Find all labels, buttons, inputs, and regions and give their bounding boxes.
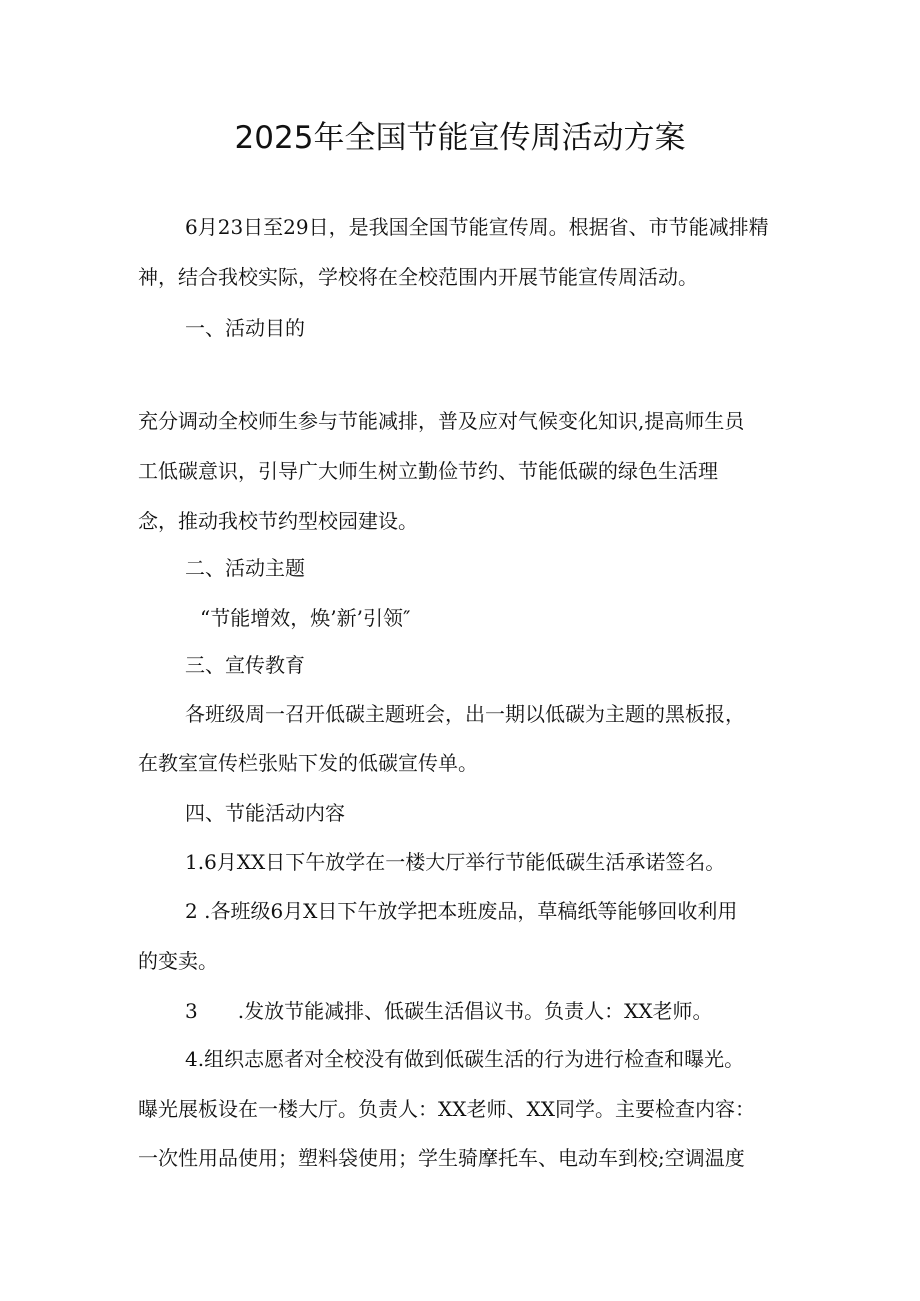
section3-line-1: 各班级周一召开低碳主题班会，出一期以低碳为主题的黑板报， <box>185 702 745 726</box>
activity-item-2-line-2: 的变卖。 <box>138 949 218 973</box>
section1-line-1: 充分调动全校师生参与节能减排，普及应对气候变化知识,提高师生员 <box>138 409 745 433</box>
document-title: 2025年全国节能宣传周活动方案 <box>234 120 686 156</box>
activity-item-4-line-1: 4.组织志愿者对全校没有做到低碳生活的行为进行检查和曝光。 <box>185 1047 745 1071</box>
section1-line-2: 工低碳意识，引导广大师生树立勤俭节约、节能低碳的绿色生活理 <box>138 459 718 483</box>
section4-heading: 四、节能活动内容 <box>185 801 345 825</box>
intro-line-1: 6月23日至29日，是我国全国节能宣传周。根据省、市节能减排精 <box>185 215 769 239</box>
section3-line-2: 在教室宣传栏张贴下发的低碳宣传单。 <box>138 751 478 775</box>
activity-item-2-line-1: 2 .各班级6月X日下午放学把本班废品，草稿纸等能够回收利用 <box>185 899 738 923</box>
intro-line-2: 神，结合我校实际，学校将在全校范围内开展节能宣传周活动。 <box>138 265 698 289</box>
section1-line-3: 念，推动我校节约型校园建设。 <box>138 509 418 533</box>
activity-item-4-line-2: 曝光展板设在一楼大厅。负责人：XX老师、XX同学。主要检查内容： <box>138 1097 755 1121</box>
section3-heading: 三、宣传教育 <box>185 653 305 677</box>
section2-heading: 二、活动主题 <box>185 556 305 580</box>
activity-item-1: 1.6月XX日下午放学在一楼大厅举行节能低碳生活承诺签名。 <box>185 850 726 874</box>
section1-heading: 一、活动目的 <box>185 316 305 340</box>
theme-slogan: “节能增效，焕’新’引领″ <box>200 606 411 630</box>
activity-item-4-line-3: 一次性用品使用；塑料袋使用；学生骑摩托车、电动车到校;空调温度 <box>138 1146 745 1170</box>
activity-item-3: 3 .发放节能减排、低碳生活倡议书。负责人：XX老师。 <box>185 999 713 1023</box>
